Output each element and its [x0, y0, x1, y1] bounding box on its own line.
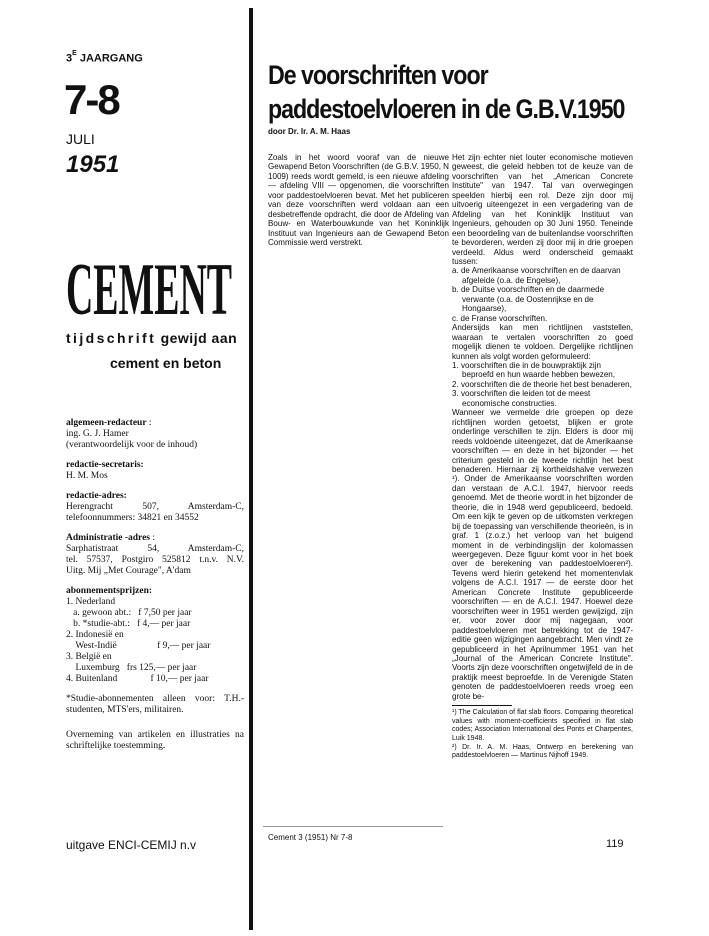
volume-label [66, 52, 143, 65]
vertical-divider [249, 8, 253, 930]
admin-line: Uitg. Mij „Met Courage", A'dam [66, 566, 191, 576]
title-line: De voorschriften voor [268, 60, 488, 90]
subscription-item: 2. Indonesië en [66, 630, 124, 640]
issue-year: 1951 [66, 151, 120, 178]
address-line: Herengracht 507, Amsterdam-C, [66, 502, 244, 512]
colophon [66, 418, 244, 761]
paragraph: Het zijn echter niet louter economische motieven geweest, die geleid hebben tot de keuze van de voorschriften van het „American Concrete Institute" van 1947. Tal van overwegingen speelden hierbij een rol. Deze zijn door mij uitvoerig uiteengezet in een vergadering van de Afdeling van het Koninklijk Instituut van Ingenieurs, gehouden op 30 Juni 1950. Teneinde een beoordeling van de buitenlandse voorschriften te bevorderen, werden zij door mij in drie groepen verdeeld. Aldus werd onderscheid gemaakt tussen: [452, 153, 633, 266]
subscription-item: 3. België en [66, 652, 112, 662]
editor-name: ing. G. J. Hamer [66, 429, 129, 439]
admin-line: Sarphatistraat 54, Amsterdam-C, [66, 544, 244, 554]
subscription-item: 1. Nederland [66, 597, 116, 607]
admin-label: Administratie -adres [66, 533, 150, 543]
subscription-item: 4. Buitenland f 10,— per jaar [66, 674, 209, 684]
editor-label: algemeen-redacteur [66, 418, 147, 428]
editor-block: algemeen-redacteur : ing. G. J. Hamer (verantwoordelijk voor de inhoud) [66, 418, 244, 451]
tagline-line2: cement en beton [110, 355, 222, 371]
admin-line: tel. 57537, Postgiro 525812 t.n.v. N.V. [66, 555, 244, 565]
address-line: telefoonnummers: 34821 en 34552 [66, 513, 199, 523]
footer-citation: Cement 3 (1951) Nr 7-8 [268, 833, 353, 842]
volume-number: 3 [66, 52, 73, 65]
list-item: a. de Amerikaanse voorschriften en de daarvan afgeleide (o.a. de Engelse), [452, 266, 621, 285]
volume-superscript: E [72, 50, 77, 57]
subscription-item: West-Indië f 9,— per jaar [66, 641, 211, 651]
list-item: 3. voorschriften die leiden tot de meest economische constructies. [452, 389, 591, 408]
footer-rule [263, 826, 443, 827]
tagline-spaced: tijdschrift [66, 330, 157, 346]
volume-word: JAARGANG [79, 52, 143, 65]
publisher: uitgave ENCI-CEMIJ n.v [66, 838, 197, 852]
cement-masthead-logo [66, 240, 234, 330]
title-line: paddestoelvloeren in de G.B.V.1950 [268, 94, 625, 124]
address-label: redactie-adres: [66, 491, 127, 501]
paragraph: Zoals in het woord vooraf van de nieuwe Gewapend Beton Voorschriften (de G.B.V. 1950, N 1009) reeds wordt gemeld, is een nieuwe afdeling — afdeling VIII — opgenomen, die voorschriften voor paddestoelvloeren bevat. Met het publiceren van deze voorschriften werd voldaan aan een desbetreffende opdracht, die door de Afdeling van Bouw- en Waterbouwkunde van het Koninklijk Instituut van Ingenieurs aan de Gewapend Beton Commissie werd verstrekt. [268, 153, 449, 248]
masthead-text: CEMENT [66, 249, 232, 331]
paragraph: Andersijds kan men richtlijnen vaststellen, waaraan te vertalen voorschriften zo goed mogelijk dienen te voldoen. Dergelijke richtlijnen kunnen als volgt worden geformuleerd: [452, 323, 633, 361]
issue-number: 7-8 [64, 76, 119, 123]
list-item: c. de Franse voorschriften. [452, 313, 548, 323]
subscription-block [66, 586, 244, 685]
address-block [66, 491, 244, 524]
student-note: *Studie-abonnementen alleen voor: T.H.-studenten, MTS'ers, militairen. [66, 694, 244, 715]
tagline [66, 330, 244, 346]
reprint-note: Overneming van artikelen en illustraties na schriftelijke toestemming. [66, 730, 244, 751]
list-item: 2. voorschriften die de theorie het best benaderen, [452, 379, 632, 389]
footnote: ¹) The Calculation of flat slab floors. Comparing theoretical values with moment-coefficients specified in flat slab codes; Association International des Ponts et Charpentes, Luik 1948. [452, 709, 633, 743]
subscription-item: b. *studie-abt.: f 4,— per jaar [66, 619, 191, 629]
subscription-label: abonnementsprijzen: [66, 586, 153, 596]
admin-block: Administratie -adres : Sarphatistraat 54, Amsterdam-C, tel. 57537, Postgiro 525812 t.n.v. N.V. Uitg. Mij „Met Courage", A'dam [66, 533, 244, 576]
article-column-1 [268, 153, 449, 248]
page-number: 119 [606, 838, 624, 850]
list-item: b. de Duitse voorschriften en de daarmede verwante (o.a. de Oostenrijkse en de Hongaarse), [452, 285, 605, 314]
subscription-item: Luxemburg frs 125,— per jaar [66, 663, 197, 673]
footnote: ²) Dr. Ir. A. M. Haas, Ontwerp en berekening van paddestoelvloeren — Martinus Nijhoff 1949. [452, 743, 633, 760]
list-item: 1. voorschriften die in de bouwpraktijk zijn beproefd en hun waarde hebben bewezen, [452, 360, 616, 380]
secretariat-name: H. M. Mos [66, 471, 108, 481]
issue-month: JULI [66, 131, 95, 147]
editor-note: (verantwoordelijk voor de inhoud) [66, 440, 198, 450]
paragraph: Wanneer we vermelde drie groepen op deze richtlijnen worden getoetst, blijken er grote onderlinge verschillen te zijn. Elders is door mij reeds voldoende uiteengezet, dat de Amerikaanse voorschriften — en deze in het bijzonder — het criterium gesteld in de tweede richtlijn het best benaderen. Hiernaar zij kortheidshalve verwezen ¹). Onder de Amerikaanse voorschriften worden dan verstaan de A.C.I. 1947, hiervoor reeds genoemd. Met de theorie wordt in het bijzonder de theorie, die in 1948 werd gepubliceerd, bedoeld. Om een kijk te geven op de uitkomsten verkregen bij de toepassing van verschillende theorieën, is in graf. 1 (z.o.z.) het verloop van het buigend moment in de verbindingslijn der kolomassen weergegeven. Deze figuur komt voor in het boek over de berekening van paddestoelvloeren²). Tevens werd hierin getekend het momentenvlak volgens de A.C.I. 1917 — de eerste door het American Concrete Institute gepubliceerde voorschriften — en de A.C.I. 1947. Hoewel deze voorschriften weer in 1951 werden gewijzigd, zijn er, voor zover door mij nagegaan, voor paddestoelvloeren met betrekking tot de 1947-editie geen wijzigingen aangebracht. Men vindt ze gepubliceerd in het Aprilnummer 1951 van het „Journal of the American Concrete Institute". Voorts zijn deze voorschriften ongetwijfeld de in de praktijk meest beproefde. In de Verenigde Staten genoten de paddestoelvloeren reeds vroeg een grote be- [452, 408, 633, 701]
footnote-rule [452, 705, 512, 706]
subscription-list [66, 597, 244, 685]
subscription-item: a. gewoon abt.: f 7,50 per jaar [66, 608, 192, 618]
article-author: door Dr. Ir. A. M. Haas [268, 127, 351, 136]
tagline-rest: gewijd aan [160, 330, 238, 346]
secretariat-block [66, 460, 244, 482]
article-column-2 [452, 153, 633, 761]
article-title [268, 58, 638, 126]
secretariat-label: redactie-secretaris: [66, 460, 144, 470]
